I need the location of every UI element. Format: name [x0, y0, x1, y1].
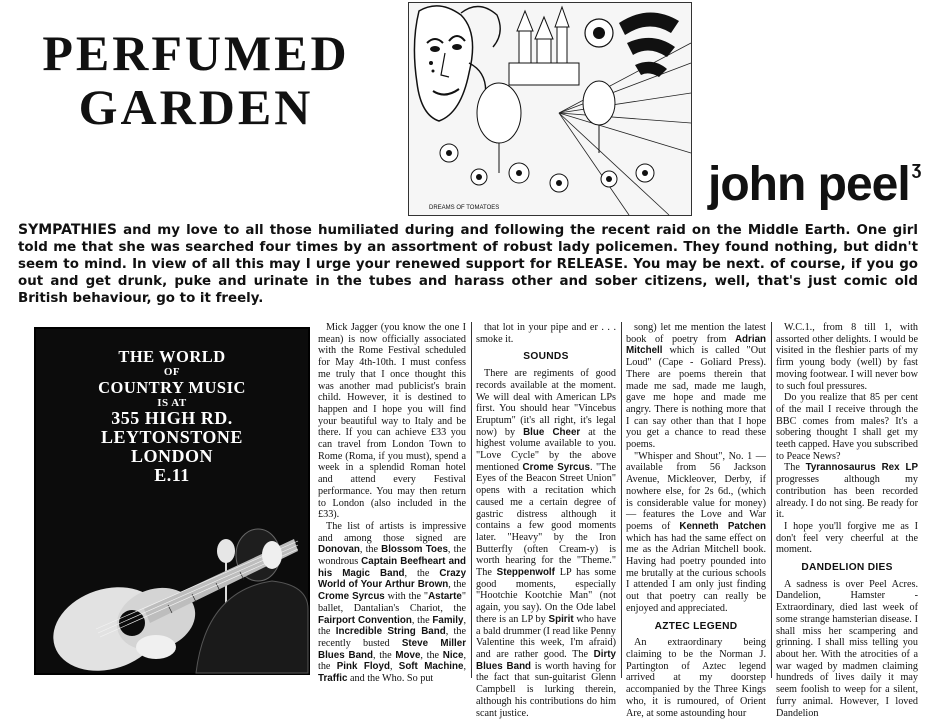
col3-paragraph-2: "Whisper and Shout", No. 1 — available from 56 Jackson Avenue, Mickleover, Derby, if nowhere else, for 2s 6d., (which is considerable value for money) — features the Love and War poems of Kenneth Patchen which has had the same effect on me as the Adrian Mitchell book. Having had poetry pounded into me brutally at the curious schools I attended I am only just finding out that poetry can really be enjoyed and appreciated. [626, 450, 766, 614]
byline-john-peel [708, 140, 920, 213]
advert-text [36, 347, 308, 485]
advert-line-6: LEYTONSTONE [101, 427, 243, 447]
col2-paragraph-1: that lot in your pipe and er . . . smoke it. [476, 322, 616, 345]
col1-paragraph-1: Mick Jagger (you know the one I mean) is now officially associated with the Rome Festival scheduled for May 4th-10th. I must confess me truly that I once thought this was another mad publicist's brain child. However, it is destined to happen and I hope you will find your beautiful way to Italy and be there. If you can achieve £33 you can travel from London Town to Rome (Roma, if you must), spend a week in a splendid Roman hotel and attend every Festival performance. You may then return to London (also included in the £33). [318, 322, 466, 521]
illustration-drawing [409, 3, 691, 215]
col4-paragraph-1: W.C.1., from 8 till 1, with assorted other delights. I would be visited in the fleshier parts of my firm young body (well) by fast moving footwear. I will never bow to such foul pressures. [776, 322, 918, 392]
column-divider [771, 322, 772, 678]
article-column-4 [776, 322, 918, 719]
col2-paragraph-2: There are regiments of good records available at the moment. We will deal with American LPs first. You should hear "Vincebus Eruptum" (it's all right, it's legal now) by Blue Cheer at the highest volume available to you. "Love Cycle" by the above mentioned Crome Syrcus. "The Eyes of the Beacon Street Union" opens with a recitation which caused me a certain degree of gastric distress although it contains a few good moments later. "Heavy" by the Iron Butterfly (often Cream-y) is worth hearing for the "Theme." The Steppenwolf LP has some good moments, especially "Hootchie Kootchie Man" (not again, you say). On the Ode label there is an LP by Spirit who have a bald drummer (I read like Penny Valentine this week, I'm afraid) and are rather good. The Dirty Blues Band is worth having for the fact that sun-guitarist Glenn Campbell is lurking therein, although his contributions do him scant justice. [476, 368, 616, 719]
col4-paragraph-5: A sadness is over Peel Acres. Dandelion, Hamster - Extraordinary, died last week of some strange hamsterian disease. I shall miss her scampering and grinning. I shall miss telling you about her. With the atrocities of a war waged by madmen claiming hundreds of lives daily it may seem foolish to weep for a silent, furry animal. However, I loved Dandelion [776, 578, 918, 719]
advert-line-4: IS AT [157, 397, 187, 409]
advert-line-2: OF [163, 366, 181, 378]
masthead-title [16, 26, 376, 134]
title-line-1: PERFUMED [42, 25, 350, 81]
col3-paragraph-3: An extraordinary being claiming to be the Norman J. Partington of Aztec legend arrived at my doorstep accompanied by the Three Kings who, it is rumoured, of Orient Are, at some astounding hour [626, 637, 766, 719]
heading-sounds: SOUNDS [523, 351, 569, 363]
advert-line-3: COUNTRY MUSIC [98, 378, 246, 397]
byline-text: john peel [708, 158, 910, 211]
intro-text: and my love to all those humiliated during and following the recent raid on the Middle Earth. One girl told me that she was searched four times by an assortment of robust lady policemen. They found nothing, but didn't seem to mind. In view of all this may I urge your renewed support for RELEASE. You may be next. of course, if you go out and get drunk, puke and urinate in the tubes and harass other and sober citizens, well, that's just comic old British behaviour, go to it freely. [18, 223, 918, 306]
advert-line-1: THE WORLD [118, 347, 226, 366]
byline-flourish-icon: ʒ [911, 158, 921, 178]
advert-line-7: LONDON [130, 446, 213, 466]
article-column-3 [626, 322, 766, 719]
column-divider [621, 322, 622, 678]
heading-aztec-legend: AZTEC LEGEND [654, 620, 738, 632]
psychedelic-illustration [408, 2, 692, 216]
advert-line-5: 355 HIGH RD. [111, 408, 233, 428]
intro-lead-word: SYMPATHIES [18, 222, 117, 238]
advert-line-8: E.11 [154, 465, 190, 485]
col4-paragraph-3: The Tyrannosaurus Rex LP progresses although my contribution has been recorded already. I do not sing. Be ready for it. [776, 462, 918, 521]
title-line-2: GARDEN [78, 79, 314, 135]
article-column-2 [476, 322, 616, 719]
col3-paragraph-1: song) let me mention the latest book of poetry from Adrian Mitchell which is called "Out Loud" (Cape - Goliard Press). There are poems therein that made me sad, made me laugh, gave me hope and made me angry. There is nothing more that I can say other than that I hope you get a chance to read these poems. [626, 322, 766, 451]
intro-paragraph [18, 222, 918, 307]
article-column-1 [318, 322, 467, 685]
col1-paragraph-2: The list of artists is impressive and among those signed are Donovan, the Blossom Toes, the wondrous Captain Beefheart and his Magic Band, the Crazy World of Your Arthur Brown, the Crome Syrcus with the "Astarte" ballet, Dantalian's Chariot, the Fairport Convention, the Family, the Incredible String Band, the recently busted Steve Miller Blues Band, the Move, the Nice, the Pink Floyd, Soft Machine, Traffic and the Who. So put [318, 520, 467, 685]
col4-paragraph-2: Do you realize that 85 per cent of the mail I receive through the BBC comes from males? It's a sobering thought I shall get my teeth capped. Have you subscribed to Peace News? [776, 392, 918, 462]
col4-paragraph-4: I hope you'll forgive me as I don't feel very cheerful at the moment. [776, 520, 918, 556]
illustration-caption: DREAMS OF TOMATOES [429, 205, 500, 211]
country-music-advert [34, 327, 310, 675]
column-divider [471, 322, 472, 678]
heading-dandelion-dies: DANDELION DIES [801, 562, 893, 574]
